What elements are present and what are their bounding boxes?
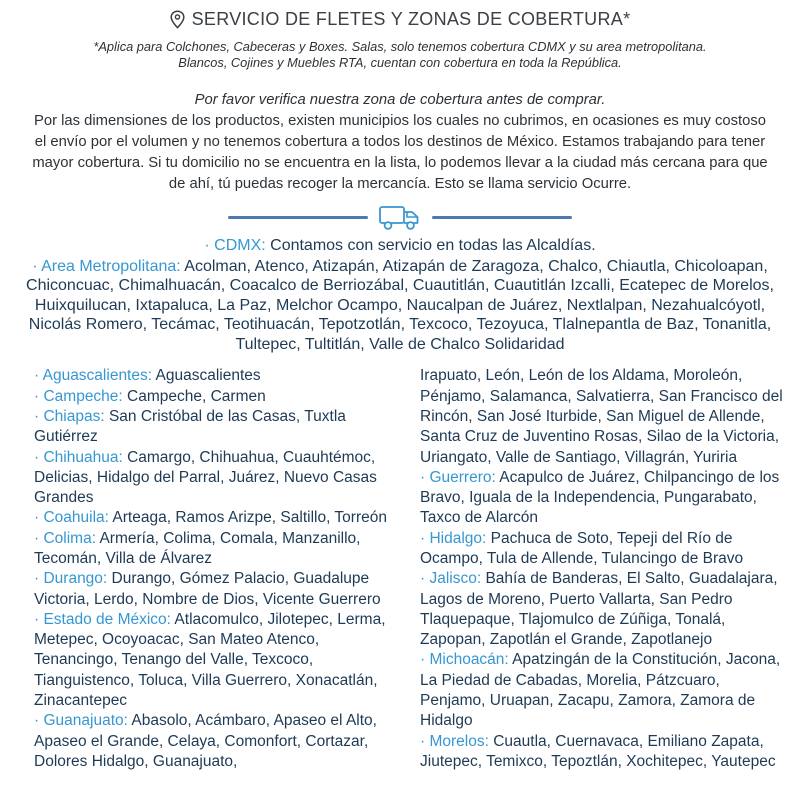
state-cities: Pachuca de Soto, Tepeji del Río de Ocampo, Tula de Allende, Tulancingo de Bravo: [420, 529, 744, 567]
state-cities: Armería, Colima, Comala, Manzanillo, Tecomán, Villa de Álvarez: [34, 529, 361, 567]
state-cities: Aguascalientes: [152, 367, 261, 385]
state-entry: [420, 732, 786, 773]
state-cities: Camargo, Chihuahua, Cuauhtémoc, Delicias, Hidalgo del Parral, Juárez, Nuevo Casas Grandes: [34, 448, 377, 507]
state-entry: [420, 569, 786, 650]
cdmx-text: Contamos con servicio en todas las Alcaldías.: [265, 236, 596, 254]
state-entry: [420, 366, 786, 467]
metro-area-coverage: [9, 257, 791, 355]
state-entry: [34, 407, 400, 448]
applicability-note: *Aplica para Colchones, Cabeceras y Boxes. Salas, solo tenemos cobertura CDMX y su area metropolitana. Blancos, Cojines y Muebles RTA, cuentan con cobertura en toda la República.: [93, 39, 707, 71]
divider-line-left: [228, 216, 368, 219]
state-label: · Coahuila:: [34, 509, 109, 527]
state-cities: Cuautla, Cuernavaca, Emiliano Zapata, Jiutepec, Temixco, Tepoztlán, Xochitepec, Yautepec: [420, 732, 776, 770]
state-cities: Campeche, Carmen: [122, 387, 266, 405]
state-label: · Guerrero:: [420, 468, 496, 486]
state-label: · Guanajuato:: [34, 712, 128, 730]
state-label: · Jalisco:: [420, 570, 482, 588]
state-cities: Durango, Gómez Palacio, Guadalupe Victoria, Lerdo, Nombre de Dios, Vicente Guerrero: [34, 570, 381, 608]
state-cities: Irapuato, León, León de los Aldama, Moroleón, Pénjamo, Salamanca, Salvatierra, San Francisco del Rincón, San José Iturbide, San Miguel de Allende, Santa Cruz de Juventino Rosas, Silao de la Victoria, Uriangato, Valle de Santiago, Villagrán, Yuriria: [420, 367, 783, 466]
state-entry: [34, 569, 400, 610]
cdmx-coverage: [0, 236, 800, 256]
state-label: · Estado de México:: [34, 610, 171, 628]
state-entry: [34, 448, 400, 509]
state-cities: Bahía de Banderas, El Salto, Guadalajara, Lagos de Moreno, Puerto Vallarta, San Pedro Tlaquepaque, Tlajomulco de Zúñiga, Tonalá, Zapopan, Zapotlán el Grande, Zapotlanejo: [420, 570, 778, 649]
state-entry: [34, 508, 400, 528]
states-columns: [0, 366, 800, 772]
state-label: · Durango:: [34, 570, 108, 588]
state-cities: Abasolo, Acámbaro, Apaseo el Alto, Apaseo el Grande, Celaya, Comonfort, Cortazar, Dolores Hidalgo, Guanajuato,: [34, 712, 377, 770]
verify-lead: Por favor verifica nuestra zona de cobertura antes de comprar.: [194, 91, 606, 108]
state-entry: [34, 610, 400, 711]
state-label: · Colima:: [34, 529, 97, 547]
state-cities: Atlacomulco, Jilotepec, Lerma, Metepec, Ocoyoacac, San Mateo Atenco, Tenancingo, Tenango del Valle, Texcoco, Tianguistenco, Toluca, Villa Guerrero, Xonacatlán, Zinacantepec: [34, 610, 386, 710]
state-label: · Hidalgo:: [420, 529, 487, 547]
cdmx-label: · CDMX:: [204, 236, 266, 254]
page-title: SERVICIO DE FLETES Y ZONAS DE COBERTURA*: [191, 9, 631, 29]
state-label: · Campeche:: [34, 387, 123, 405]
state-entry: [34, 366, 400, 386]
state-entry: [420, 650, 786, 731]
state-entry: [420, 529, 786, 570]
delivery-truck-icon: [378, 204, 422, 232]
metro-text: Acolman, Atenco, Atizapán, Atizapán de Zaragoza, Chalco, Chiautla, Chicoloapan, Chiconcuac, Chimalhuacán, Coacalco de Berriozábal, Cuautitlán, Cuautitlán Izcalli, Ecatepec de Morelos, Huixquilucan, Ixtapaluca, La Paz, Melchor Ocampo, Naucalpan de Juárez, Nextlalpan, Nezahualcóyotl, Nicolás Romero, Tecámac, Teotihuacán, Tepotzotlán, Texcoco, Tezoyuca, Tlalnepantla de Baz, Tonanitla, Tultepec, Tultitlán, Valle de Chalco Solidaridad: [26, 257, 774, 353]
state-cities: Arteaga, Ramos Arizpe, Saltillo, Torreón: [108, 509, 387, 527]
state-entry: [420, 468, 786, 529]
header: [0, 9, 800, 30]
state-cities: Apatzingán de la Constitución, Jacona, La Piedad de Cabadas, Morelia, Pátzcuaro, Penjamo, Uruapan, Zacapu, Zamora, Zamora de Hidalgo: [420, 651, 781, 730]
state-entry: [34, 711, 400, 772]
states-column-right: [420, 366, 786, 772]
location-pin-icon: [170, 10, 185, 29]
state-label: · Morelos:: [420, 732, 489, 750]
coverage-explanation: Por las dimensiones de los productos, existen municipios los cuales no cubrimos, en ocasiones es muy costoso el envío por el volumen y no tenemos cobertura a todos los destinos de México. Estamos trabajando para tener mayor cobertura. Si tu domicilio no se encuentra en la lista, lo podemos llevar a la ciudad más cercana para que de ahí, tú puedas recoger la mercancía. Esto se llama servicio Ocurre.: [32, 112, 768, 192]
state-label: · Aguascalientes:: [34, 367, 153, 385]
state-cities: Acapulco de Juárez, Chilpancingo de los Bravo, Iguala de la Independencia, Pungarabato, Taxco de Alarcón: [420, 468, 780, 527]
state-cities: San Cristóbal de las Casas, Tuxtla Gutiérrez: [34, 407, 346, 446]
state-entry: [34, 529, 400, 570]
truck-divider: [0, 203, 800, 233]
state-entry: [34, 387, 400, 407]
states-column-left: [34, 366, 400, 772]
state-label: · Chihuahua:: [34, 448, 123, 466]
metro-label: · Area Metropolitana:: [32, 257, 181, 275]
state-label: · Chiapas:: [34, 407, 105, 425]
divider-line-right: [432, 216, 572, 219]
state-label: · Michoacán:: [420, 651, 509, 669]
